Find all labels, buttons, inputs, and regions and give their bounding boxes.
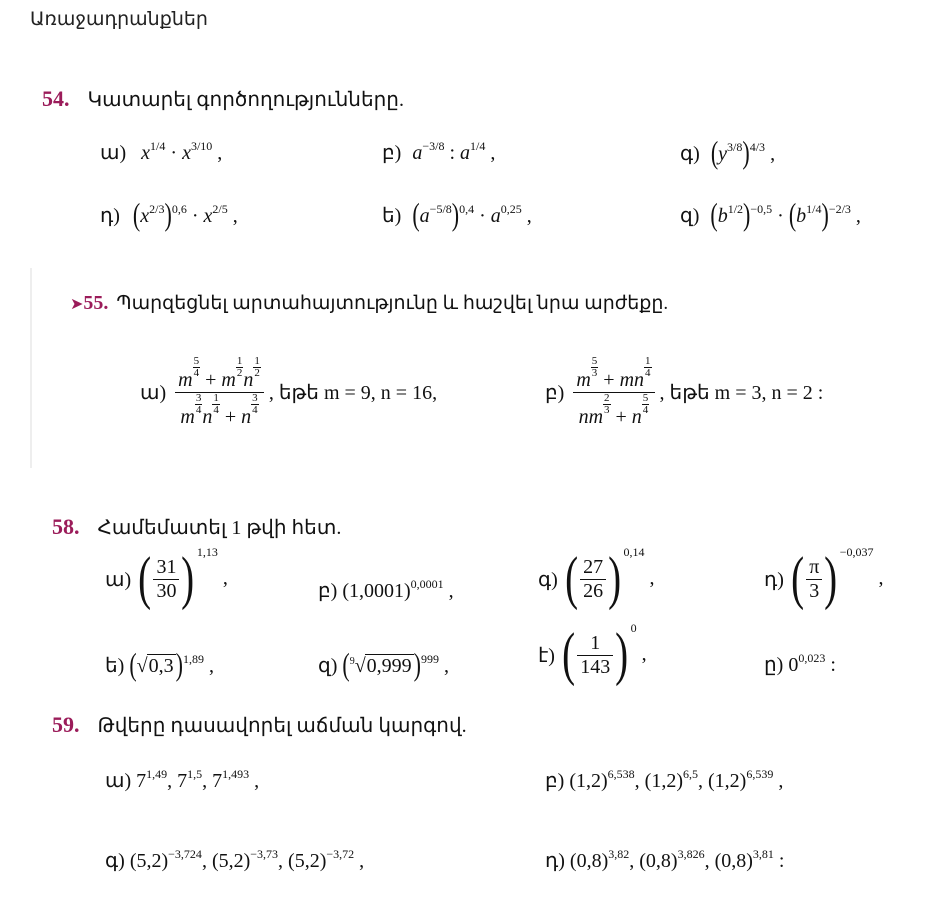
item-label: բ) [382,142,402,164]
p58-item-b: բ) $(1,0001)^{0,0001}$ , [318,577,454,602]
p58-item-c: գ) ( $\frac{27}{26}$ ) $^{0,14}$ , [538,545,655,612]
problem-54-heading [42,86,404,112]
item-label: դ) [545,850,565,872]
p58-item-g: է) ( $\frac{1}{143}$ ) $^0$ , [538,621,647,688]
arrow-marker-icon: ➤ [70,296,84,313]
item-label: գ) [105,850,125,872]
problem-59-title: Թվերը դասավորել աճման կարգով. [97,715,467,737]
problem-58-heading [52,514,341,540]
item-label: ա) [100,142,127,164]
p58-item-h: ը) 0$^{0,023}$ : [764,651,836,676]
item-label: ը) [764,654,784,676]
problem-55-heading [70,292,668,315]
item-label: զ) [680,205,700,227]
p55-item-a [140,356,437,429]
p59-item-d: դ) $(0,8)^{3,82}$, $(0,8)^{3,826}$, $(0,8)^{3,81}$ : [545,847,785,872]
p54-item-d: դ) $(x^{2/3})^{0,6} \cdot x^{2/5}$ , [100,196,238,233]
problem-55-number: 55. [83,292,109,314]
p54-item-f: զ) $(b^{1/2})^{-0,5} \cdot (b^{1/4})^{-2/3}$ , [680,196,861,233]
p55-item-b [545,356,823,429]
p54-item-e: ե) $(a^{-5/8})^{0,4} \cdot a^{0,25}$ , [382,196,532,233]
p54-item-a: ա) $x^{1/4} \cdot x^{3/10}$ , [100,139,223,164]
problem-58-number: 58. [52,514,80,539]
problem-54-title: Կատարել գործողությունները. [87,89,404,111]
section-divider [30,268,32,468]
problem-54-number: 54. [42,86,70,111]
item-label: դ) [764,568,784,591]
item-label: ա) [105,568,132,591]
item-label: ե) [382,205,402,227]
item-label: ե) [105,655,125,677]
item-label: գ) [680,143,700,165]
p58-item-e: ե) $(√0,3)^{1,89}$ , [105,646,214,683]
item-label: ա) [140,382,167,404]
p59-item-a: ա) 7$^{1,49}$, 7$^{1,5}$, 7$^{1,493}$ , [105,767,260,792]
p58-item-f: զ) $(^9√0,999)^{999}$ , [318,646,449,683]
problem-58-title: Համեմատել 1 թվի հետ. [97,517,342,539]
p59-item-b: բ) $(1,2)^{6,538}$, $(1,2)^{6,5}$, $(1,2)^{6,539}$ , [545,767,784,792]
p55-b-fraction: m $\frac{5}{3}$ + mn $\frac{1}{4}$ nm $\frac{2}{3}$ + n $\frac{5}{4}$ [573,356,654,429]
p55-b-condition: , եթե m = 3, n = 2 : [659,382,824,404]
item-label: է) [538,644,555,667]
page-header: Առաջադրանքներ [30,8,208,30]
p59-item-c: գ) $(5,2)^{-3,724}$, $(5,2)^{-3,73}$, $(5,2)^{-3,72}$ , [105,847,365,872]
problem-59-heading [52,712,467,738]
item-label: բ) [318,580,338,602]
item-label: գ) [538,568,558,591]
problem-55-title: Պարզեցնել արտահայտությունը և հաշվել նրա արժեքը. [116,293,669,314]
p55-a-fraction: m $\frac{5}{4}$ + m $\frac{1}{2}$ n $\frac{1}{2}$ m $\frac{3}{4}$ n $\frac{1}{4}$ + n $\frac{3}{4}$ [175,356,264,429]
item-label: դ) [100,205,120,227]
p58-item-d: դ) ( $\frac{\pi}{3}$ ) $^{-0,037}$ , [764,545,884,612]
item-label: բ) [545,382,565,404]
p54-item-b: բ) $a^{-3/8}$ : $a^{1/4}$ , [382,139,496,164]
item-label: զ) [318,655,338,677]
p58-item-a: ա) ( $\frac{31}{30}$ ) $^{1,13}$ , [105,545,228,612]
item-label: ա) [105,770,132,792]
item-label: բ) [545,770,565,792]
p54-item-c: գ) $(y^{3/8})^{4/3}$ , [680,134,776,171]
p55-a-condition: , եթե m = 9, n = 16, [268,382,438,404]
problem-59-number: 59. [52,712,80,737]
